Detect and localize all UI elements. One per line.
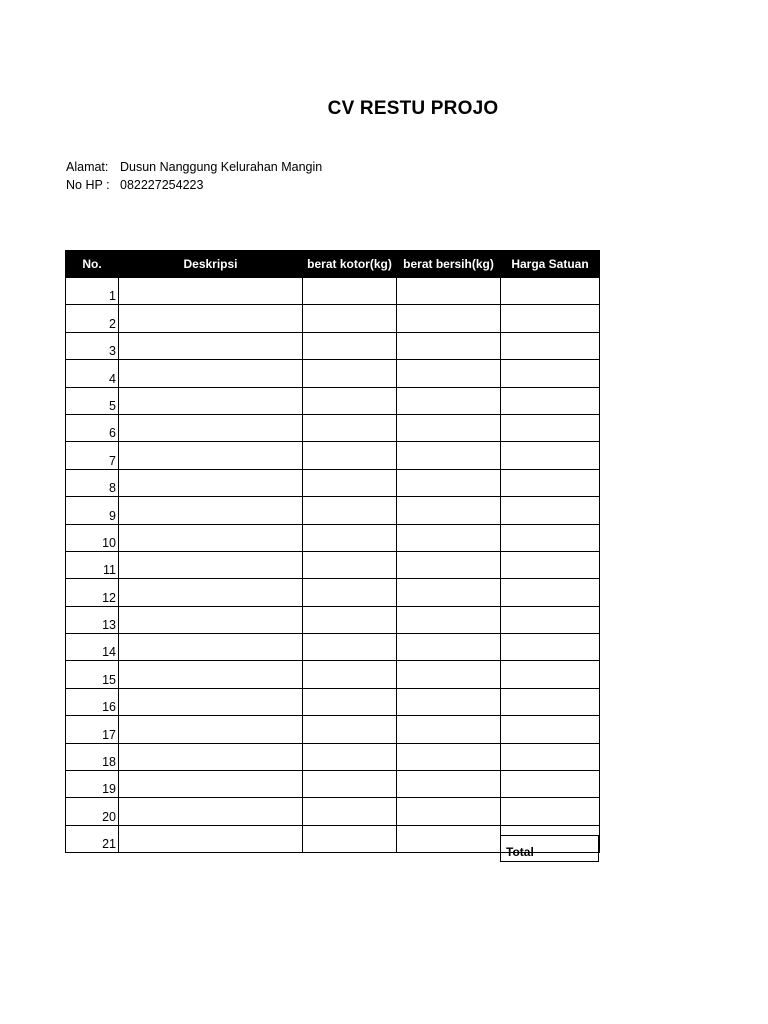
berat-kotor-cell bbox=[303, 469, 397, 496]
harga-satuan-cell bbox=[501, 688, 600, 715]
berat-bersih-cell bbox=[397, 579, 501, 606]
row-number: 5 bbox=[66, 387, 119, 414]
table-row bbox=[66, 332, 600, 359]
table-header-row bbox=[66, 251, 600, 278]
berat-kotor-cell bbox=[303, 579, 397, 606]
harga-satuan-cell bbox=[501, 442, 600, 469]
row-number: 14 bbox=[66, 634, 119, 661]
row-number: 13 bbox=[66, 606, 119, 633]
row-number: 12 bbox=[66, 579, 119, 606]
berat-bersih-cell bbox=[397, 798, 501, 825]
table-row bbox=[66, 661, 600, 688]
row-number: 19 bbox=[66, 771, 119, 798]
berat-kotor-cell bbox=[303, 551, 397, 578]
row-number: 15 bbox=[66, 661, 119, 688]
table-row bbox=[66, 414, 600, 441]
phone-label: No HP : bbox=[66, 178, 110, 192]
table-row bbox=[66, 387, 600, 414]
berat-bersih-cell bbox=[397, 360, 501, 387]
berat-bersih-cell bbox=[397, 661, 501, 688]
harga-satuan-cell bbox=[501, 661, 600, 688]
deskripsi-cell bbox=[119, 387, 303, 414]
berat-kotor-cell bbox=[303, 771, 397, 798]
total-label: Total bbox=[506, 845, 534, 859]
berat-bersih-cell bbox=[397, 497, 501, 524]
berat-bersih-cell bbox=[397, 332, 501, 359]
berat-bersih-cell bbox=[397, 442, 501, 469]
address-label: Alamat: bbox=[66, 160, 109, 174]
table-row bbox=[66, 278, 600, 305]
berat-bersih-cell bbox=[397, 716, 501, 743]
harga-satuan-cell bbox=[501, 771, 600, 798]
harga-satuan-cell bbox=[501, 278, 600, 305]
harga-satuan-cell bbox=[501, 414, 600, 441]
berat-bersih-cell bbox=[397, 305, 501, 332]
header-berat-bersih: berat bersih(kg) bbox=[397, 251, 501, 278]
berat-bersih-cell bbox=[397, 606, 501, 633]
deskripsi-cell bbox=[119, 360, 303, 387]
row-number: 1 bbox=[66, 278, 119, 305]
table-row bbox=[66, 442, 600, 469]
berat-bersih-cell bbox=[397, 551, 501, 578]
berat-kotor-cell bbox=[303, 743, 397, 770]
berat-kotor-cell bbox=[303, 524, 397, 551]
row-number: 3 bbox=[66, 332, 119, 359]
harga-satuan-cell bbox=[501, 360, 600, 387]
berat-kotor-cell bbox=[303, 661, 397, 688]
phone-line bbox=[66, 176, 203, 194]
row-number: 18 bbox=[66, 743, 119, 770]
row-number: 2 bbox=[66, 305, 119, 332]
table-row bbox=[66, 606, 600, 633]
berat-kotor-cell bbox=[303, 798, 397, 825]
deskripsi-cell bbox=[119, 606, 303, 633]
deskripsi-cell bbox=[119, 414, 303, 441]
table-row bbox=[66, 634, 600, 661]
berat-bersih-cell bbox=[397, 771, 501, 798]
berat-kotor-cell bbox=[303, 688, 397, 715]
deskripsi-cell bbox=[119, 661, 303, 688]
table-row bbox=[66, 551, 600, 578]
harga-satuan-cell bbox=[501, 716, 600, 743]
header-berat-kotor: berat kotor(kg) bbox=[303, 251, 397, 278]
berat-kotor-cell bbox=[303, 606, 397, 633]
harga-satuan-cell bbox=[501, 551, 600, 578]
header-deskripsi: Deskripsi bbox=[119, 251, 303, 278]
berat-bersih-cell bbox=[397, 387, 501, 414]
berat-kotor-cell bbox=[303, 825, 397, 852]
deskripsi-cell bbox=[119, 716, 303, 743]
items-table bbox=[65, 250, 600, 853]
harga-satuan-cell bbox=[501, 469, 600, 496]
row-number: 16 bbox=[66, 688, 119, 715]
table-row bbox=[66, 579, 600, 606]
berat-bersih-cell bbox=[397, 278, 501, 305]
header-no: No. bbox=[66, 251, 119, 278]
row-number: 20 bbox=[66, 798, 119, 825]
table-row bbox=[66, 305, 600, 332]
row-number: 4 bbox=[66, 360, 119, 387]
deskripsi-cell bbox=[119, 497, 303, 524]
harga-satuan-cell bbox=[501, 634, 600, 661]
address-line bbox=[66, 158, 322, 176]
document-title: CV RESTU PROJO bbox=[327, 98, 499, 119]
berat-kotor-cell bbox=[303, 387, 397, 414]
harga-satuan-cell bbox=[501, 387, 600, 414]
harga-satuan-cell bbox=[501, 743, 600, 770]
deskripsi-cell bbox=[119, 305, 303, 332]
total-box bbox=[500, 835, 599, 862]
row-number: 17 bbox=[66, 716, 119, 743]
berat-kotor-cell bbox=[303, 414, 397, 441]
deskripsi-cell bbox=[119, 469, 303, 496]
deskripsi-cell bbox=[119, 524, 303, 551]
harga-satuan-cell bbox=[501, 305, 600, 332]
berat-kotor-cell bbox=[303, 497, 397, 524]
address-value: Dusun Nanggung Kelurahan Mangin bbox=[120, 160, 323, 174]
deskripsi-cell bbox=[119, 332, 303, 359]
deskripsi-cell bbox=[119, 278, 303, 305]
berat-bersih-cell bbox=[397, 634, 501, 661]
berat-kotor-cell bbox=[303, 442, 397, 469]
berat-kotor-cell bbox=[303, 634, 397, 661]
deskripsi-cell bbox=[119, 688, 303, 715]
berat-kotor-cell bbox=[303, 716, 397, 743]
berat-bersih-cell bbox=[397, 414, 501, 441]
berat-bersih-cell bbox=[397, 688, 501, 715]
deskripsi-cell bbox=[119, 634, 303, 661]
deskripsi-cell bbox=[119, 743, 303, 770]
berat-kotor-cell bbox=[303, 278, 397, 305]
harga-satuan-cell bbox=[501, 524, 600, 551]
row-number: 9 bbox=[66, 497, 119, 524]
phone-value: 082227254223 bbox=[120, 178, 204, 192]
harga-satuan-cell bbox=[501, 497, 600, 524]
row-number: 21 bbox=[66, 825, 119, 852]
row-number: 11 bbox=[66, 551, 119, 578]
table-row bbox=[66, 688, 600, 715]
table-row bbox=[66, 798, 600, 825]
berat-bersih-cell bbox=[397, 743, 501, 770]
deskripsi-cell bbox=[119, 579, 303, 606]
row-number: 7 bbox=[66, 442, 119, 469]
table-row bbox=[66, 469, 600, 496]
berat-bersih-cell bbox=[397, 825, 501, 852]
table-row bbox=[66, 716, 600, 743]
berat-kotor-cell bbox=[303, 360, 397, 387]
table-row bbox=[66, 360, 600, 387]
table-row bbox=[66, 771, 600, 798]
table-row bbox=[66, 743, 600, 770]
berat-kotor-cell bbox=[303, 305, 397, 332]
row-number: 6 bbox=[66, 414, 119, 441]
table-row bbox=[66, 497, 600, 524]
deskripsi-cell bbox=[119, 551, 303, 578]
deskripsi-cell bbox=[119, 442, 303, 469]
berat-bersih-cell bbox=[397, 524, 501, 551]
row-number: 8 bbox=[66, 469, 119, 496]
harga-satuan-cell bbox=[501, 798, 600, 825]
berat-bersih-cell bbox=[397, 469, 501, 496]
deskripsi-cell bbox=[119, 798, 303, 825]
harga-satuan-cell bbox=[501, 579, 600, 606]
table-row bbox=[66, 524, 600, 551]
deskripsi-cell bbox=[119, 771, 303, 798]
harga-satuan-cell bbox=[501, 606, 600, 633]
deskripsi-cell bbox=[119, 825, 303, 852]
header-harga-satuan: Harga Satuan bbox=[501, 251, 600, 278]
harga-satuan-cell bbox=[501, 332, 600, 359]
row-number: 10 bbox=[66, 524, 119, 551]
berat-kotor-cell bbox=[303, 332, 397, 359]
